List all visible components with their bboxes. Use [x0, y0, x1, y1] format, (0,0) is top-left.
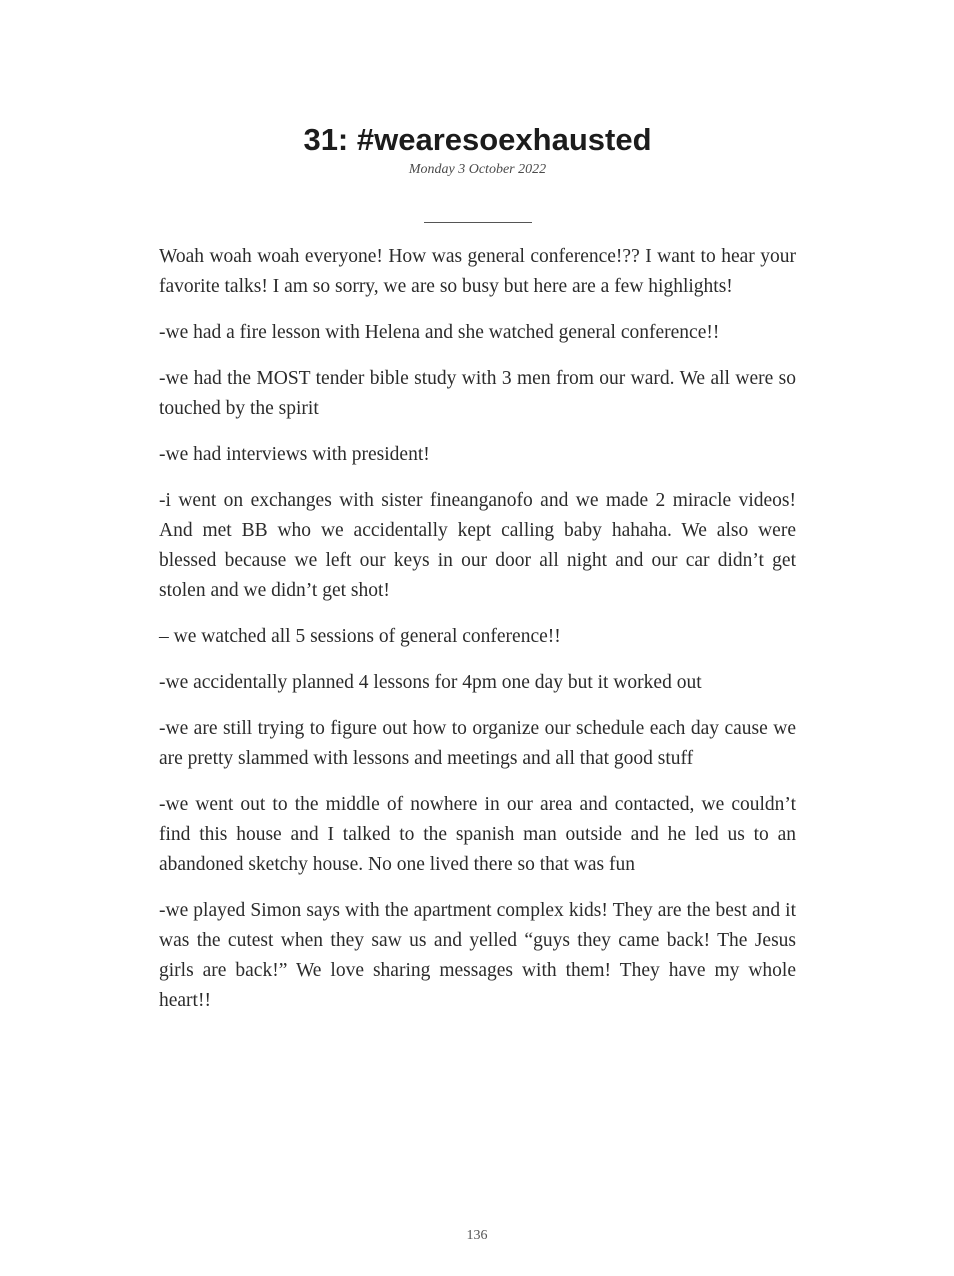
paragraph: -we are still trying to figure out how to organize our schedule each day cause we are pretty slammed with lessons and meetings and all that good stuff — [159, 718, 796, 769]
paragraph: -we had a fire lesson with Helena and she watched general conference!! — [159, 322, 720, 343]
section-divider — [424, 213, 532, 223]
paragraph: – we watched all 5 sessions of general conference!! — [159, 626, 561, 647]
page-number: 136 — [466, 1228, 488, 1243]
paragraph: -we went out to the middle of nowhere in our area and contacted, we couldn’t find this house and I talked to the spanish man outside and he led us to an abandoned sketchy house. No one lived there so that was fun — [159, 794, 796, 875]
page-title: 31: #wearesoexhausted — [303, 122, 652, 157]
paragraph: -i went on exchanges with sister fineanganofo and we made 2 miracle videos! And met BB who we accidentally kept calling baby hahaha. We also were blessed because we left our keys in our door all night and our car didn’t get stolen and we didn’t get shot! — [159, 490, 796, 601]
paragraph: -we played Simon says with the apartment complex kids! They are the best and it was the cutest when they saw us and yelled “guys they came back! The Jesus girls are back!” We love sharing messages with them! They have my whole heart!! — [159, 900, 796, 1011]
paragraph: -we had interviews with president! — [159, 444, 430, 465]
paragraph: -we had the MOST tender bible study with 3 men from our ward. We all were so touched by the spirit — [159, 368, 796, 419]
body-text — [159, 242, 796, 1016]
page-subtitle: Monday 3 October 2022 — [408, 162, 547, 177]
divider-container — [159, 210, 796, 228]
paragraph: Woah woah woah everyone! How was general conference!?? I want to hear your favorite talks! I am so sorry, we are so busy but here are a few highlights! — [159, 246, 796, 297]
page-content — [159, 0, 796, 1032]
paragraph: -we accidentally planned 4 lessons for 4pm one day but it worked out — [159, 672, 702, 693]
